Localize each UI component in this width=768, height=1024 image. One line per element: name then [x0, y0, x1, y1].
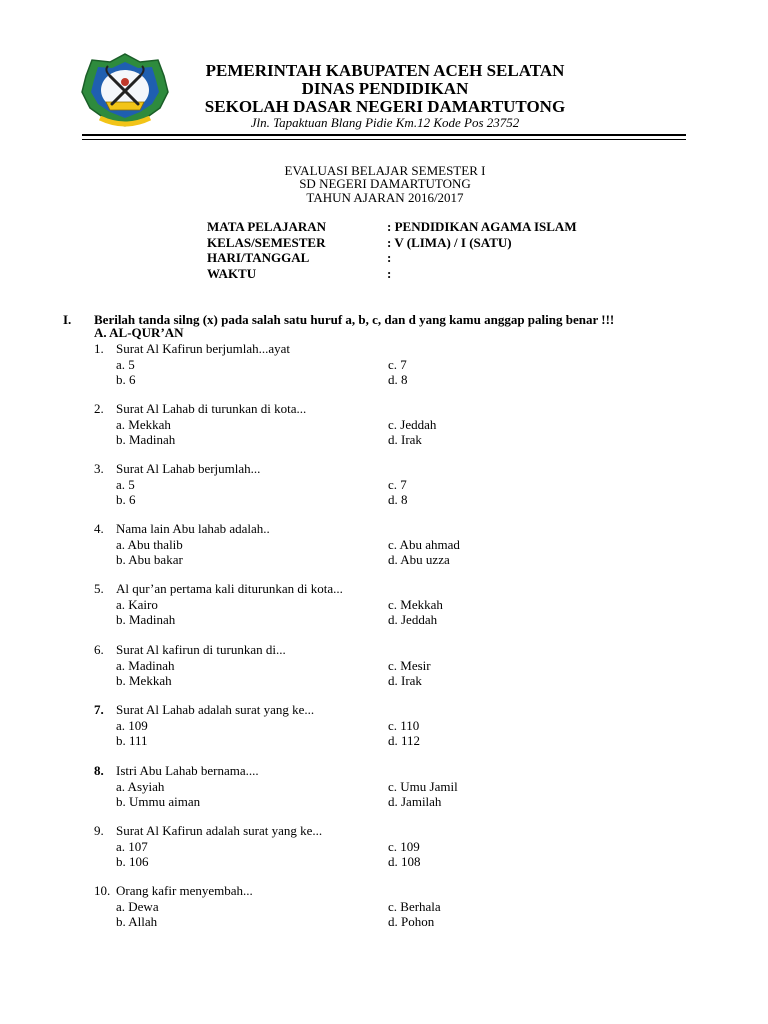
option-a: a. Dewa	[116, 898, 159, 914]
question-number: 4.	[94, 521, 104, 536]
info-row	[207, 235, 577, 251]
option-a: a. 107	[116, 838, 148, 854]
question-number: 2.	[94, 401, 104, 416]
option-a: a. 5	[116, 476, 135, 492]
question-text: Surat Al Lahab berjumlah...	[116, 461, 261, 476]
question-9	[94, 823, 694, 870]
info-value: :	[387, 250, 392, 266]
question-1	[94, 341, 694, 388]
option-d: d. Abu uzza	[388, 552, 450, 567]
option-b: b. 6	[116, 492, 136, 507]
option-d: d. 8	[388, 372, 408, 387]
info-value: :	[387, 266, 392, 282]
option-c: c. Abu ahmad	[388, 536, 460, 552]
option-d: d. Jeddah	[388, 612, 438, 627]
option-c: c. 109	[388, 838, 420, 854]
info-value: : PENDIDIKAN AGAMA ISLAM	[387, 219, 577, 234]
option-b: b. Abu bakar	[116, 552, 183, 567]
option-b: b. 111	[116, 733, 148, 748]
option-c: c. Jeddah	[388, 416, 437, 432]
question-number: 8.	[94, 763, 104, 778]
letterhead-rule-thick	[82, 134, 686, 136]
option-a: a. Madinah	[116, 657, 175, 673]
option-c: c. Berhala	[388, 898, 441, 914]
option-c: c. Mesir	[388, 657, 431, 673]
option-d: d. 112	[388, 733, 421, 748]
option-b: b. Allah	[116, 914, 158, 929]
info-label: HARI/TANGGAL	[207, 250, 310, 266]
info-label: MATA PELAJARAN	[207, 219, 327, 234]
question-text: Orang kafir menyembah...	[116, 883, 253, 898]
question-text: Al qur’an pertama kali diturunkan di kota...	[116, 581, 343, 596]
exam-title: EVALUASI BELAJAR SEMESTER I	[284, 163, 486, 178]
section-instruction: Berilah tanda silng (x) pada salah satu huruf a, b, c, dan d yang kamu anggap paling benar !!!	[94, 312, 615, 327]
question-text: Nama lain Abu lahab adalah..	[116, 521, 270, 536]
option-d: d. Jamilah	[388, 794, 442, 809]
question-text: Surat Al kafirun di turunkan di...	[116, 642, 286, 657]
option-b: b. 106	[116, 854, 149, 869]
department-name: DINAS PENDIDIKAN	[301, 79, 469, 98]
question-6	[94, 642, 694, 689]
option-a: a. Mekkah	[116, 416, 171, 432]
option-a: a. 5	[116, 356, 135, 372]
question-4	[94, 521, 694, 568]
option-d: d. 108	[388, 854, 421, 869]
info-row	[207, 266, 577, 282]
exam-school: SD NEGERI DAMARTUTONG	[299, 176, 471, 191]
option-d: d. Irak	[388, 432, 422, 447]
option-c: c. 7	[388, 476, 407, 492]
question-10	[94, 883, 694, 930]
option-b: b. Ummu aiman	[116, 794, 201, 809]
option-b: b. Mekkah	[116, 673, 172, 688]
question-text: Surat Al Kafirun berjumlah...ayat	[116, 341, 291, 356]
exam-info-table	[207, 219, 577, 282]
option-d: d. 8	[388, 492, 408, 507]
option-c: c. Mekkah	[388, 596, 443, 612]
option-b: b. 6	[116, 372, 136, 387]
section-subheading: A. AL-QUR’AN	[94, 325, 184, 340]
question-number: 5.	[94, 581, 104, 596]
aceh-selatan-crest-icon	[80, 52, 170, 128]
info-label: WAKTU	[207, 266, 257, 282]
question-number: 7.	[94, 702, 104, 717]
question-number: 9.	[94, 823, 104, 838]
question-3	[94, 461, 694, 508]
letterhead-rule-thin	[82, 139, 686, 140]
question-text: Surat Al Lahab adalah surat yang ke...	[116, 702, 315, 717]
school-name: SEKOLAH DASAR NEGERI DAMARTUTONG	[204, 97, 566, 116]
question-7	[94, 702, 694, 749]
option-a: a. 109	[116, 717, 148, 733]
question-text: Istri Abu Lahab bernama....	[116, 763, 259, 778]
question-number: 1.	[94, 341, 104, 356]
option-d: d. Pohon	[388, 914, 435, 929]
school-address: Jln. Tapaktuan Blang Pidie Km.12 Kode Pos 23752	[250, 115, 520, 130]
option-a: a. Asyiah	[116, 778, 165, 794]
info-row	[207, 250, 577, 266]
exam-year: TAHUN AJARAN 2016/2017	[306, 190, 464, 205]
option-b: b. Madinah	[116, 612, 176, 627]
option-a: a. Kairo	[116, 596, 158, 612]
section-number: I.	[63, 312, 72, 327]
info-value: : V (LIMA) / I (SATU)	[387, 234, 512, 250]
option-d: d. Irak	[388, 673, 422, 688]
question-2	[94, 401, 694, 448]
option-b: b. Madinah	[116, 432, 176, 447]
info-label: KELAS/SEMESTER	[207, 234, 326, 250]
info-row	[207, 219, 577, 235]
question-number: 6.	[94, 642, 104, 657]
question-8	[94, 763, 694, 810]
question-number: 3.	[94, 461, 104, 476]
question-text: Surat Al Kafirun adalah surat yang ke...	[116, 823, 323, 838]
question-text: Surat Al Lahab di turunkan di kota...	[116, 401, 307, 416]
option-c: c. 110	[388, 717, 420, 733]
option-c: c. Umu Jamil	[388, 778, 458, 794]
option-c: c. 7	[388, 356, 407, 372]
question-number: 10.	[94, 883, 111, 898]
government-name: PEMERINTAH KABUPATEN ACEH SELATAN	[205, 61, 565, 80]
option-a: a. Abu thalib	[116, 536, 183, 552]
question-5	[94, 581, 694, 628]
